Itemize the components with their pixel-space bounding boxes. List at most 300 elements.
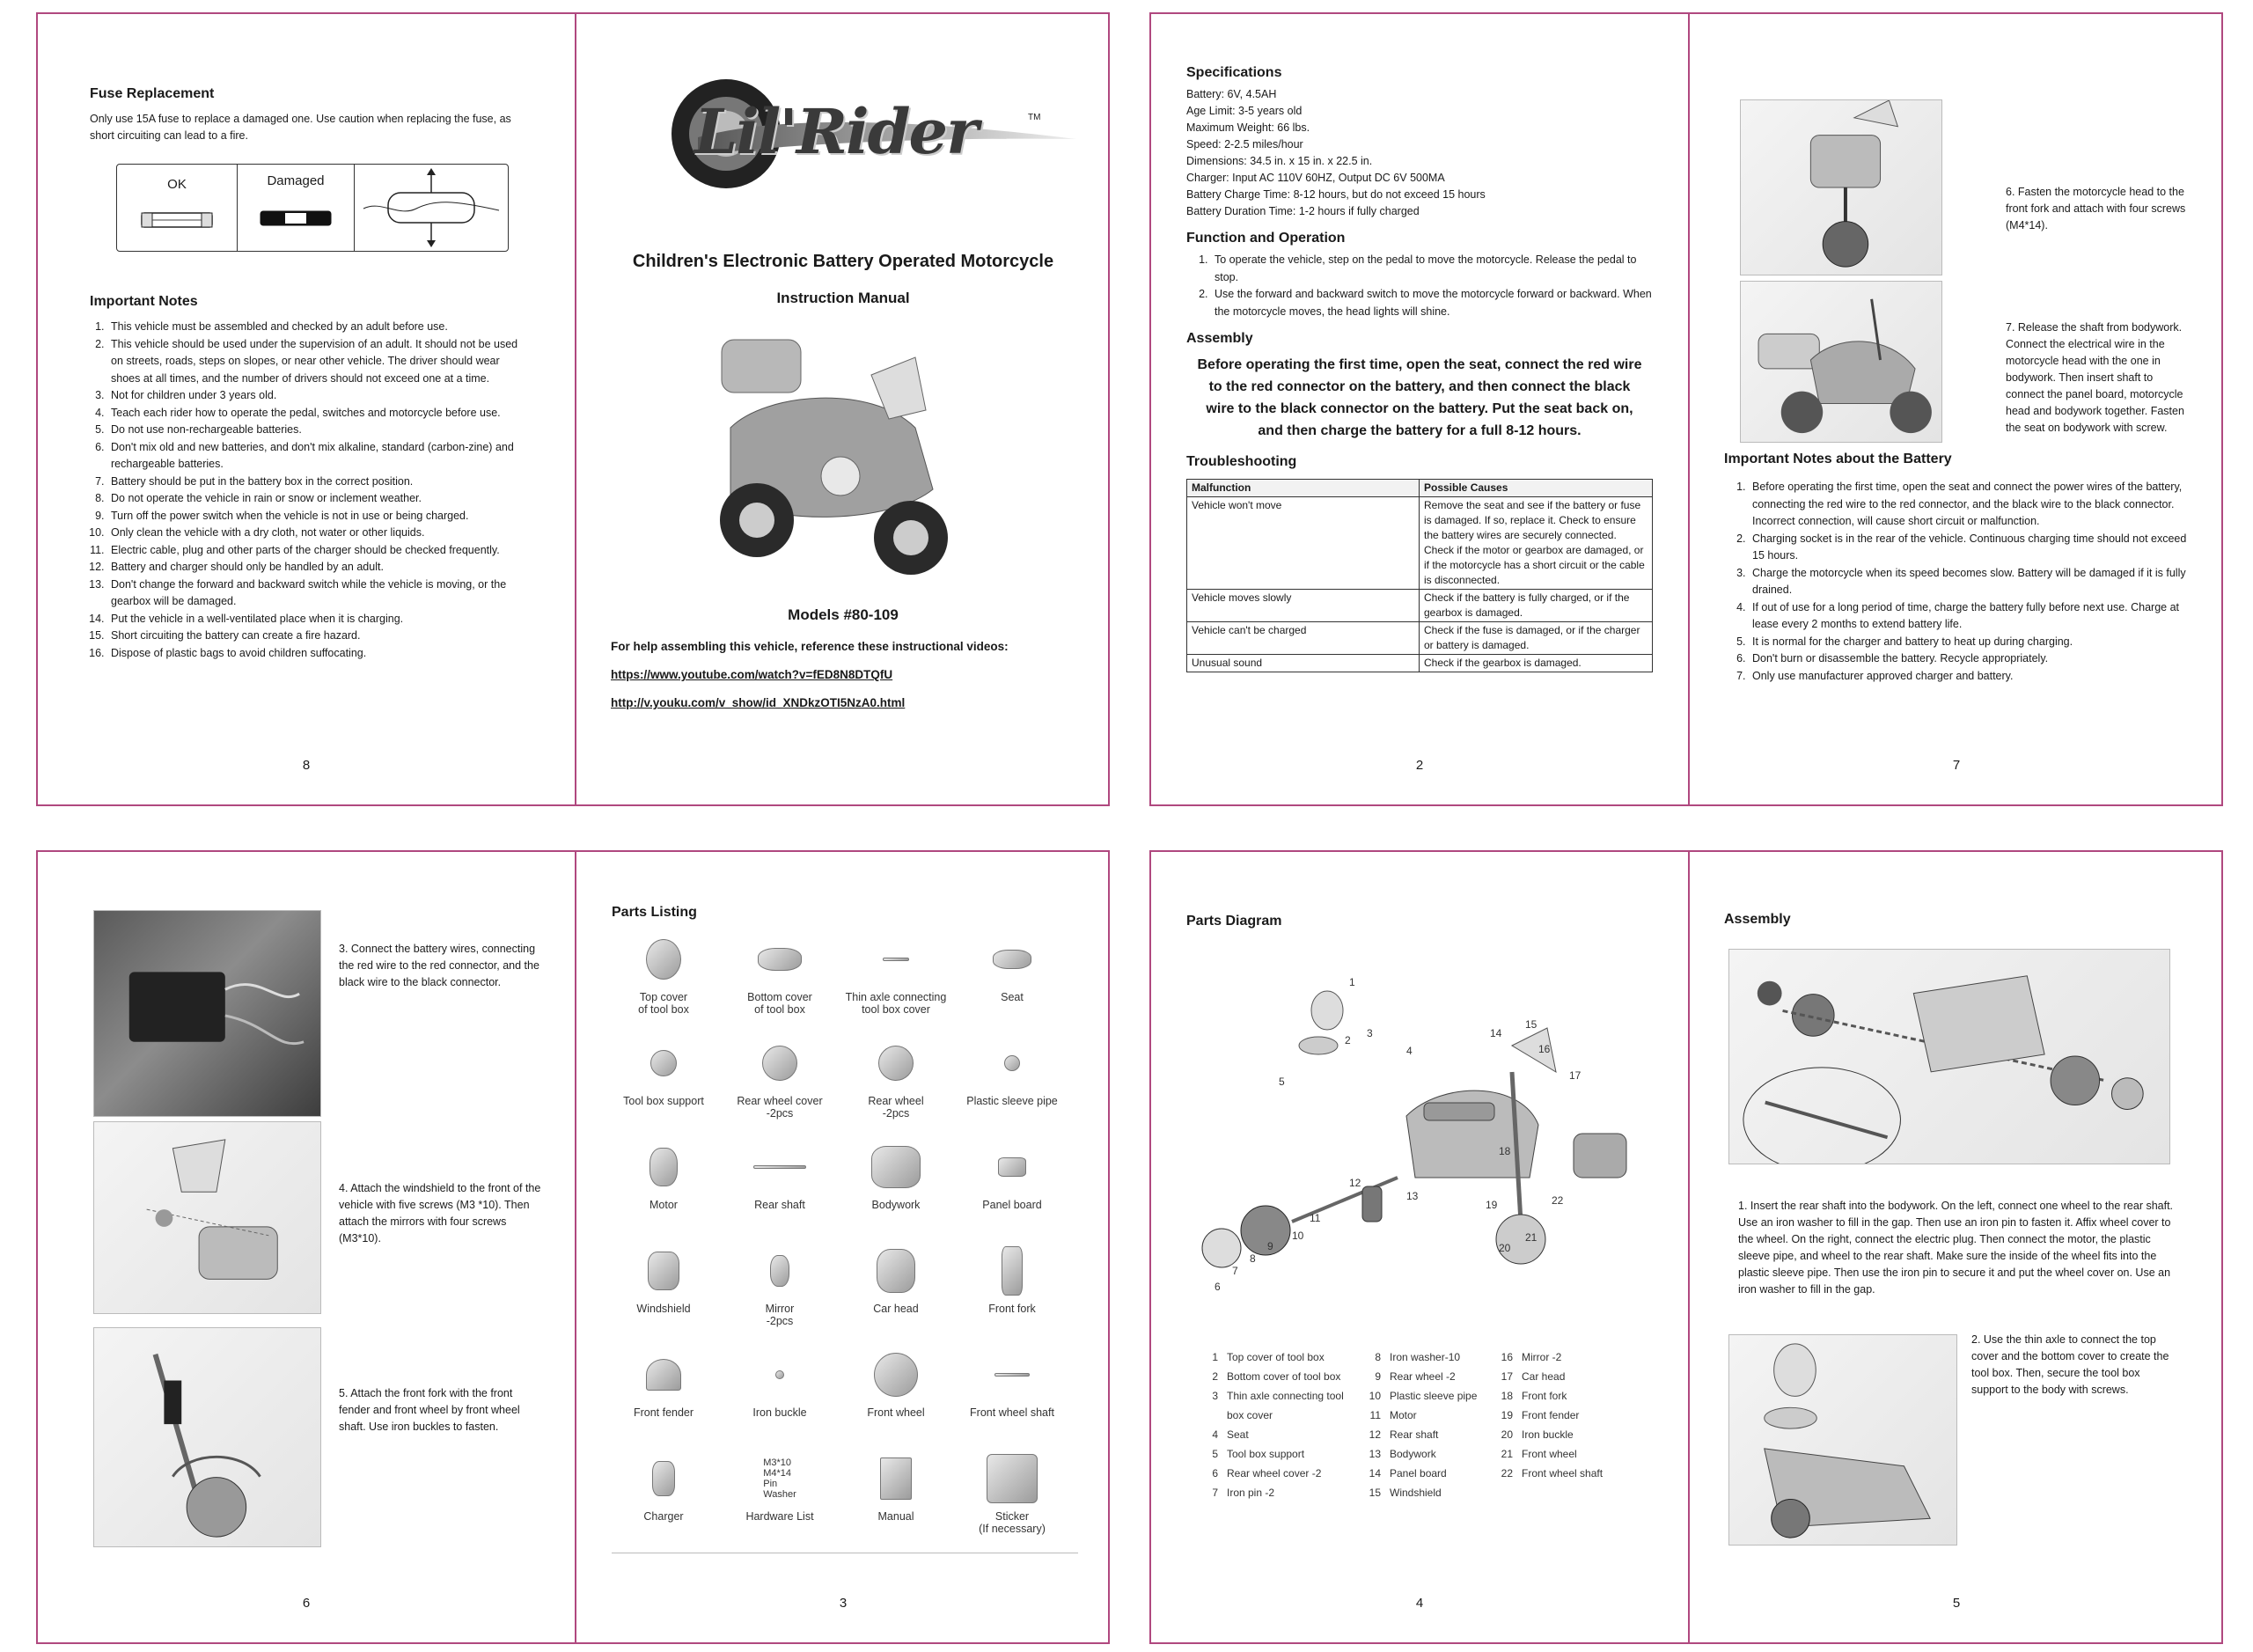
step7-text: 7. Release the shaft from bodywork. Connect the electrical wire in the motorcycle head with the one in bodywork. Then insert shaft to connect the panel board, motorcycle head and bodywork together. Fasten the seat on bodywork with screw. (2006, 321, 2184, 434)
part-picture (993, 950, 1031, 969)
part-item (960, 1142, 1064, 1237)
part-picture (770, 1255, 789, 1287)
part-image (728, 1039, 832, 1088)
exploded-diagram (1186, 940, 1644, 1301)
function-item: 2. Use the forward and backward switch to move the motorcycle forward or backward. When the motorcycle moves, the head lights will shine. (1211, 286, 1653, 320)
legend-label: Motor (1390, 1409, 1417, 1421)
part-label: Motor (649, 1199, 678, 1211)
part-label: Panel board (982, 1199, 1042, 1211)
part-picture (762, 1046, 797, 1081)
malfunction-cell: Vehicle moves slowly (1187, 590, 1420, 622)
step4-figure (93, 1121, 321, 1314)
part-label: Rear wheel cover -2pcs (737, 1095, 823, 1120)
part-label: Thin axle connecting tool box cover (845, 991, 947, 1016)
step6-text: 6. Fasten the motorcycle head to the front fork and attach with four screws (M4*14). (2006, 186, 2186, 231)
cause-cell: Check if the gearbox is damaged. (1420, 655, 1653, 672)
legend-label: Front fender (1522, 1409, 1580, 1421)
part-picture (652, 1461, 675, 1496)
part-item (960, 1039, 1064, 1134)
part-picture (874, 1353, 918, 1397)
part-image (728, 1350, 832, 1399)
youtube-link[interactable]: https://www.youtube.com/watch?v=fED8N8DTQfU (611, 668, 893, 681)
legend-label: Rear wheel -2 (1390, 1370, 1456, 1383)
part-item (844, 935, 948, 1030)
fuse-holder-icon (355, 165, 508, 251)
legend-label: Iron pin -2 (1227, 1487, 1275, 1499)
part-picture (998, 1157, 1026, 1177)
causes-header: Possible Causes (1420, 480, 1653, 497)
svg-text:6: 6 (1215, 1281, 1221, 1293)
legend-number: 13 (1369, 1448, 1381, 1460)
table-row (1187, 622, 1653, 655)
hardware-line: M3*10 (763, 1457, 792, 1468)
note-item: 16. Dispose of plastic bags to avoid children suffocating. (107, 645, 524, 663)
legend-number: 20 (1501, 1428, 1513, 1441)
part-picture (1004, 1055, 1020, 1071)
svg-text:11: 11 (1310, 1212, 1321, 1224)
part-label: Hardware List (745, 1510, 814, 1523)
svg-text:10: 10 (1292, 1230, 1304, 1242)
legend-row (1365, 1347, 1497, 1367)
malfunction-cell: Vehicle can't be charged (1187, 622, 1420, 655)
page-2 (1151, 14, 1688, 804)
troubleshooting-table (1186, 479, 1653, 672)
legend-label: Panel board (1390, 1467, 1447, 1479)
part-label: Manual (877, 1510, 914, 1523)
part-image (960, 1350, 1064, 1399)
parts-listing-heading: Parts Listing (612, 905, 697, 920)
fuse-holder-cell (355, 165, 508, 251)
note-item: 8. Do not operate the vehicle in rain or snow or inclement weather. (107, 490, 524, 508)
step7-figure (1740, 281, 1942, 443)
legend-number: 17 (1501, 1370, 1513, 1383)
step4-text: 4. Attach the windshield to the front of the vehicle with five screws (M3 *10). Then attach the mirrors with four screws (M3*10). (339, 1182, 541, 1245)
note-item: 14. Put the vehicle in a well-ventilated place when it is charging. (107, 611, 524, 628)
part-label: Seat (1001, 991, 1024, 1003)
part-label: Front fender (633, 1406, 694, 1419)
legend-number: 12 (1369, 1428, 1381, 1441)
legend-row (1497, 1367, 1629, 1386)
legend-label: Bodywork (1390, 1448, 1436, 1460)
part-label: Sticker (If necessary) (979, 1510, 1046, 1535)
svg-text:12: 12 (1349, 1177, 1361, 1189)
legend-label: Tool box support (1227, 1448, 1305, 1460)
svg-text:5: 5 (1279, 1076, 1285, 1088)
part-picture (775, 1370, 784, 1379)
legend-label: Top cover of tool box (1227, 1351, 1325, 1363)
part-picture (650, 1050, 677, 1076)
legend-label: Plastic sleeve pipe (1390, 1390, 1478, 1402)
part-picture (1002, 1246, 1023, 1296)
legend-number: 5 (1212, 1448, 1218, 1460)
part-label: Top cover of tool box (638, 991, 689, 1016)
spec-line: Dimensions: 34.5 in. x 15 in. x 22.5 in. (1186, 155, 1373, 167)
part-picture (883, 958, 909, 961)
legend-label: Seat (1227, 1428, 1249, 1441)
important-notes-heading: Important Notes (90, 294, 198, 309)
battery-notes-heading: Important Notes about the Battery (1724, 452, 1952, 466)
part-label: Front fork (988, 1303, 1036, 1315)
legend-label: Rear shaft (1390, 1428, 1439, 1441)
legend-number: 3 (1212, 1390, 1218, 1402)
svg-text:22: 22 (1552, 1194, 1564, 1207)
specifications-heading: Specifications (1186, 65, 1282, 80)
legend-label: Thin axle connecting tool box cover (1227, 1390, 1344, 1421)
fuse-damaged-cell (238, 165, 355, 251)
function-item: 1. To operate the vehicle, step on the pedal to move the motorcycle. Release the pedal to stop. (1211, 252, 1653, 286)
fuse-ok-label: OK (167, 177, 187, 192)
part-item (844, 1142, 948, 1237)
legend-label: Front wheel (1522, 1448, 1577, 1460)
legend-number: 1 (1212, 1351, 1218, 1363)
legend-number: 15 (1369, 1487, 1381, 1499)
page-6 (38, 852, 575, 1642)
part-label: Front wheel (867, 1406, 925, 1419)
battery-note-item: 7. Only use manufacturer approved charger and battery. (1749, 668, 2199, 686)
page-3 (576, 852, 1110, 1642)
fuse-diagram (116, 164, 509, 252)
part-picture (646, 1359, 681, 1391)
cause-cell: Remove the seat and see if the battery or fuse is damaged. If so, replace it. Check to ensure the battery wires are securely connected. Check if the motor or gearbox are damaged, or if the motorcycle has a short circuit or the cable is disconnected. (1420, 497, 1653, 590)
legend-row (1202, 1347, 1365, 1367)
legend-row (1202, 1367, 1365, 1386)
note-item: 3. Not for children under 3 years old. (107, 387, 524, 405)
assembly-heading: Assembly (1186, 331, 1253, 346)
part-label: Tool box support (623, 1095, 704, 1107)
hardware-lines (763, 1457, 796, 1500)
svg-text:15: 15 (1525, 1018, 1537, 1031)
step3-text: 3. Connect the battery wires, connecting the red wire to the red connector, and the black wire to the black connector. (339, 943, 539, 988)
legend-row (1497, 1444, 1629, 1464)
rear-shaft-figure (1728, 949, 2170, 1164)
toolbox-figure (1728, 1334, 1957, 1546)
svg-text:21: 21 (1525, 1231, 1537, 1244)
parts-diagram-heading: Parts Diagram (1186, 914, 1282, 929)
svg-text:4: 4 (1406, 1045, 1413, 1057)
part-item (844, 1350, 948, 1445)
part-image (844, 1246, 948, 1296)
part-label: Mirror -2pcs (765, 1303, 795, 1327)
legend-label: Front fork (1522, 1390, 1567, 1402)
legend-row (1365, 1367, 1497, 1386)
part-item (612, 935, 716, 1030)
part-label: Rear shaft (754, 1199, 805, 1211)
part-picture (880, 1457, 912, 1500)
part-image (612, 1142, 716, 1192)
sheet-bottom-left (36, 850, 1110, 1644)
battery-note-item: 6. Don't burn or disassemble the battery. Recycle appropriately. (1749, 650, 2199, 668)
part-picture (649, 1148, 678, 1186)
part-image (728, 1142, 832, 1192)
page-number: 2 (1415, 758, 1424, 773)
legend-row (1497, 1386, 1629, 1406)
specifications-list (1186, 86, 1653, 220)
note-item: 4. Teach each rider how to operate the pedal, switches and motorcycle before use. (107, 405, 524, 422)
brand-logo (663, 76, 1076, 195)
legend-label: Front wheel shaft (1522, 1467, 1604, 1479)
sheet-top-right (1149, 12, 2223, 806)
spec-line: Maximum Weight: 66 lbs. (1186, 121, 1310, 134)
cause-cell: Check if the battery is fully charged, or if the gearbox is damaged. (1420, 590, 1653, 622)
page-number: 8 (302, 758, 311, 773)
part-image (728, 1454, 832, 1503)
part-item (844, 1039, 948, 1134)
battery-note-item: 2. Charging socket is in the rear of the vehicle. Continuous charging time should not exceed 15 hours. (1749, 531, 2199, 565)
part-image (728, 1246, 832, 1296)
note-item: 11. Electric cable, plug and other parts of the charger should be checked frequently. (107, 542, 524, 560)
legend-number: 22 (1501, 1467, 1513, 1479)
motorcycle-photo (695, 322, 950, 586)
sheet-bottom-right (1149, 850, 2223, 1644)
part-label: Iron buckle (752, 1406, 807, 1419)
legend-label: Rear wheel cover -2 (1227, 1467, 1322, 1479)
table-row (1187, 497, 1653, 590)
note-item: 5. Do not use non-rechargeable batteries. (107, 422, 524, 439)
svg-text:13: 13 (1406, 1190, 1419, 1202)
svg-text:9: 9 (1267, 1240, 1273, 1252)
part-image (728, 935, 832, 984)
legend-row (1202, 1444, 1365, 1464)
legend-row (1365, 1425, 1497, 1444)
battery-note-item: 1. Before operating the first time, open the seat and connect the power wires of the battery, connecting the red wire to the red connector, and the black wire to the black connector. Incorrect connection, will cause short circuit or malfunction. (1749, 479, 2199, 531)
legend-label: Bottom cover of tool box (1227, 1370, 1341, 1383)
page-number: 6 (302, 1596, 311, 1611)
part-image (960, 1039, 1064, 1088)
logo-text: Lil'Rider (694, 95, 977, 168)
note-item: 7. Battery should be put in the battery box in the correct position. (107, 474, 524, 491)
part-image (844, 1350, 948, 1399)
svg-text:8: 8 (1250, 1252, 1256, 1265)
part-label: Plastic sleeve pipe (966, 1095, 1058, 1107)
spec-line: Battery: 6V, 4.5AH (1186, 88, 1277, 100)
part-item (612, 1142, 716, 1237)
legend-row (1202, 1386, 1365, 1425)
page-7 (1690, 14, 2223, 804)
part-picture (987, 1454, 1038, 1503)
part-image (844, 1454, 948, 1503)
legend-number: 2 (1212, 1370, 1218, 1383)
step6-figure (1740, 99, 1942, 275)
legend-label: Iron washer-10 (1390, 1351, 1461, 1363)
legend-number: 11 (1369, 1409, 1381, 1421)
note-item: 15. Short circuiting the battery can create a fire hazard. (107, 628, 524, 645)
part-label: Car head (873, 1303, 919, 1315)
part-image (612, 1454, 716, 1503)
fuse-replacement-heading: Fuse Replacement (90, 86, 215, 101)
part-picture (871, 1146, 921, 1188)
part-image (612, 1246, 716, 1296)
youku-link[interactable]: http://v.youku.com/v_show/id_XNDkzOTI5NzA0.html (611, 696, 906, 709)
legend-number: 21 (1501, 1448, 1513, 1460)
spec-line: Charger: Input AC 110V 60HZ, Output DC 6V 500MA (1186, 172, 1445, 184)
part-item (844, 1454, 948, 1549)
page-number: 3 (839, 1596, 848, 1611)
malfunction-header: Malfunction (1187, 480, 1420, 497)
hardware-line: Washer (763, 1489, 796, 1500)
fuse-ok-icon (133, 202, 221, 238)
svg-text:1: 1 (1349, 976, 1355, 988)
part-picture (877, 1249, 915, 1293)
part-image (612, 1350, 716, 1399)
note-item: 2. This vehicle should be used under the supervision of an adult. It should not be used on streets, roads, steps on slopes, or near other vehicle. The driver should wear shoes at all times, and the number of drivers should not exceed one at a time. (107, 336, 524, 388)
note-item: 1. This vehicle must be assembled and checked by an adult before use. (107, 319, 524, 336)
part-picture (646, 939, 681, 980)
page-5 (1690, 852, 2223, 1642)
part-image (960, 935, 1064, 984)
legend-column (1365, 1347, 1497, 1502)
part-item (728, 1142, 832, 1237)
legend-row (1365, 1406, 1497, 1425)
note-item: 6. Don't mix old and new batteries, and don't mix alkaline, standard (carbon-zine) and rechargeable batteries. (107, 439, 524, 474)
legend-label: Car head (1522, 1370, 1566, 1383)
battery-notes-list (1729, 479, 2199, 685)
page-number: 4 (1415, 1596, 1424, 1611)
part-item (728, 1039, 832, 1134)
part-item (612, 1454, 716, 1549)
part-item (960, 1246, 1064, 1341)
legend-number: 8 (1375, 1351, 1381, 1363)
part-picture (753, 1165, 806, 1169)
part-item (728, 1350, 832, 1445)
parts-legend (1202, 1347, 1629, 1502)
legend-number: 4 (1212, 1428, 1218, 1441)
models-label: Models #80-109 (788, 606, 899, 623)
step5-text: 5. Attach the front fork with the front fender and front wheel by front wheel shaft. Use iron buckles to fasten. (339, 1387, 520, 1433)
cause-cell: Check if the fuse is damaged, or if the charger or battery is damaged. (1420, 622, 1653, 655)
cover-page (576, 14, 1110, 804)
svg-text:14: 14 (1490, 1027, 1502, 1039)
part-label: Rear wheel -2pcs (868, 1095, 924, 1120)
assembly-step2: 2. Use the thin axle to connect the top cover and the bottom cover to create the tool box. Then, secure the tool box support to the body with screws. (1971, 1333, 2169, 1396)
assembly-heading: Assembly (1724, 912, 1791, 927)
part-label: Bodywork (871, 1199, 921, 1211)
part-item (960, 1350, 1064, 1445)
part-label: Front wheel shaft (970, 1406, 1054, 1419)
help-text: For help assembling this vehicle, reference these instructional videos: (611, 640, 1009, 653)
page-number: 5 (1952, 1596, 1961, 1611)
parts-grid (612, 935, 1075, 1549)
page-number: 7 (1952, 758, 1961, 773)
legend-number: 7 (1212, 1487, 1218, 1499)
hardware-line: Pin (763, 1479, 778, 1489)
battery-note-item: 5. It is normal for the charger and battery to heat up during charging. (1749, 634, 2199, 651)
part-item (960, 935, 1064, 1030)
hardware-line: M4*14 (763, 1468, 792, 1479)
spec-line: Age Limit: 3-5 years old (1186, 105, 1303, 117)
note-item: 13. Don't change the forward and backward switch while the vehicle is moving, or the gearbox will be damaged. (107, 576, 524, 611)
function-heading: Function and Operation (1186, 231, 1346, 246)
svg-text:17: 17 (1569, 1069, 1582, 1082)
legend-row (1365, 1483, 1497, 1502)
part-image (844, 1142, 948, 1192)
part-label: Charger (643, 1510, 684, 1523)
fuse-damaged-icon (252, 201, 340, 236)
step5-figure (93, 1327, 321, 1547)
svg-text:7: 7 (1232, 1265, 1238, 1277)
legend-label: Iron buckle (1522, 1428, 1574, 1441)
assembly-step1: 1. Insert the rear shaft into the bodywork. On the left, connect one wheel to the rear shaft. Use an iron washer to fill in the gap. Then use an iron pin to fasten it. Affix wheel cover to the wheel. On the right, connect the electric plug. Then connect the motor, the plastic sleeve pipe, and wheel to the rear shaft. Make sure the inside of the wheel fits into the plastic sleeve pipe. Then use the iron pin to secure it and put the wheel cover on. Use an iron washer to fill in the gap. (1738, 1200, 2174, 1296)
legend-row (1202, 1464, 1365, 1483)
part-picture (878, 1046, 914, 1081)
legend-label: Mirror -2 (1522, 1351, 1562, 1363)
legend-row (1365, 1444, 1497, 1464)
important-notes-list (90, 319, 524, 662)
troubleshooting-heading: Troubleshooting (1186, 454, 1297, 469)
part-image (844, 1039, 948, 1088)
fuse-damaged-label: Damaged (267, 173, 325, 188)
fuse-replacement-text: Only use 15A fuse to replace a damaged one. Use caution when replacing the fuse, as short circuiting can lead to a fire. (90, 113, 511, 142)
svg-text:19: 19 (1486, 1199, 1498, 1211)
part-image (960, 1454, 1064, 1503)
table-row (1187, 590, 1653, 622)
svg-text:3: 3 (1367, 1027, 1373, 1039)
cover-subtitle: Instruction Manual (776, 290, 910, 306)
part-item (612, 1039, 716, 1134)
legend-number: 18 (1501, 1390, 1513, 1402)
svg-text:2: 2 (1345, 1034, 1351, 1046)
page-8 (38, 14, 575, 804)
legend-row (1497, 1347, 1629, 1367)
malfunction-cell: Vehicle won't move (1187, 497, 1420, 590)
part-image (612, 1039, 716, 1088)
legend-number: 9 (1375, 1370, 1381, 1383)
legend-row (1365, 1386, 1497, 1406)
part-item (728, 1246, 832, 1341)
legend-row (1497, 1425, 1629, 1444)
part-item (728, 935, 832, 1030)
legend-column (1497, 1347, 1629, 1502)
part-label: Windshield (636, 1303, 691, 1315)
note-item: 10. Only clean the vehicle with a dry cloth, not water or other liquids. (107, 525, 524, 542)
spec-line: Battery Duration Time: 1-2 hours if fully charged (1186, 205, 1420, 217)
part-picture (648, 1252, 679, 1290)
legend-row (1202, 1425, 1365, 1444)
step3-photo (93, 910, 321, 1117)
part-item (728, 1454, 832, 1549)
logo-tm: TM (1028, 113, 1041, 122)
part-item (844, 1246, 948, 1341)
spec-line: Speed: 2-2.5 miles/hour (1186, 138, 1303, 151)
legend-row (1365, 1464, 1497, 1483)
part-image (612, 935, 716, 984)
legend-number: 6 (1212, 1467, 1218, 1479)
note-item: 9. Turn off the power switch when the vehicle is not in use or being charged. (107, 508, 524, 525)
part-item (612, 1246, 716, 1341)
part-image (960, 1142, 1064, 1192)
cover-title: Children's Electronic Battery Operated Motorcycle (632, 252, 1054, 271)
part-label: Bottom cover of tool box (747, 991, 812, 1016)
part-image (960, 1246, 1064, 1296)
part-picture (758, 948, 802, 971)
note-item: 12. Battery and charger should only be handled by an adult. (107, 559, 524, 576)
legend-row (1202, 1483, 1365, 1502)
legend-number: 14 (1369, 1467, 1381, 1479)
assembly-warning: Before operating the first time, open the seat, connect the red wire to the red connector on the battery, and then connect the black wire to the black connector on the battery. Put the seat back on, and then charge the battery for a full 8-12 hours. (1197, 357, 1642, 438)
function-list (1186, 252, 1653, 320)
legend-number: 16 (1501, 1351, 1513, 1363)
svg-text:18: 18 (1499, 1145, 1511, 1157)
svg-text:20: 20 (1499, 1242, 1511, 1254)
legend-number: 19 (1501, 1409, 1513, 1421)
legend-column (1202, 1347, 1365, 1502)
legend-label: Windshield (1390, 1487, 1442, 1499)
page-4 (1151, 852, 1688, 1642)
table-row (1187, 655, 1653, 672)
fuse-ok-cell (117, 165, 238, 251)
part-image (844, 935, 948, 984)
malfunction-cell: Unusual sound (1187, 655, 1420, 672)
battery-note-item: 4. If out of use for a long period of time, charge the battery fully before next use. Charge at lease every 2 months to extend battery life. (1749, 599, 2199, 634)
